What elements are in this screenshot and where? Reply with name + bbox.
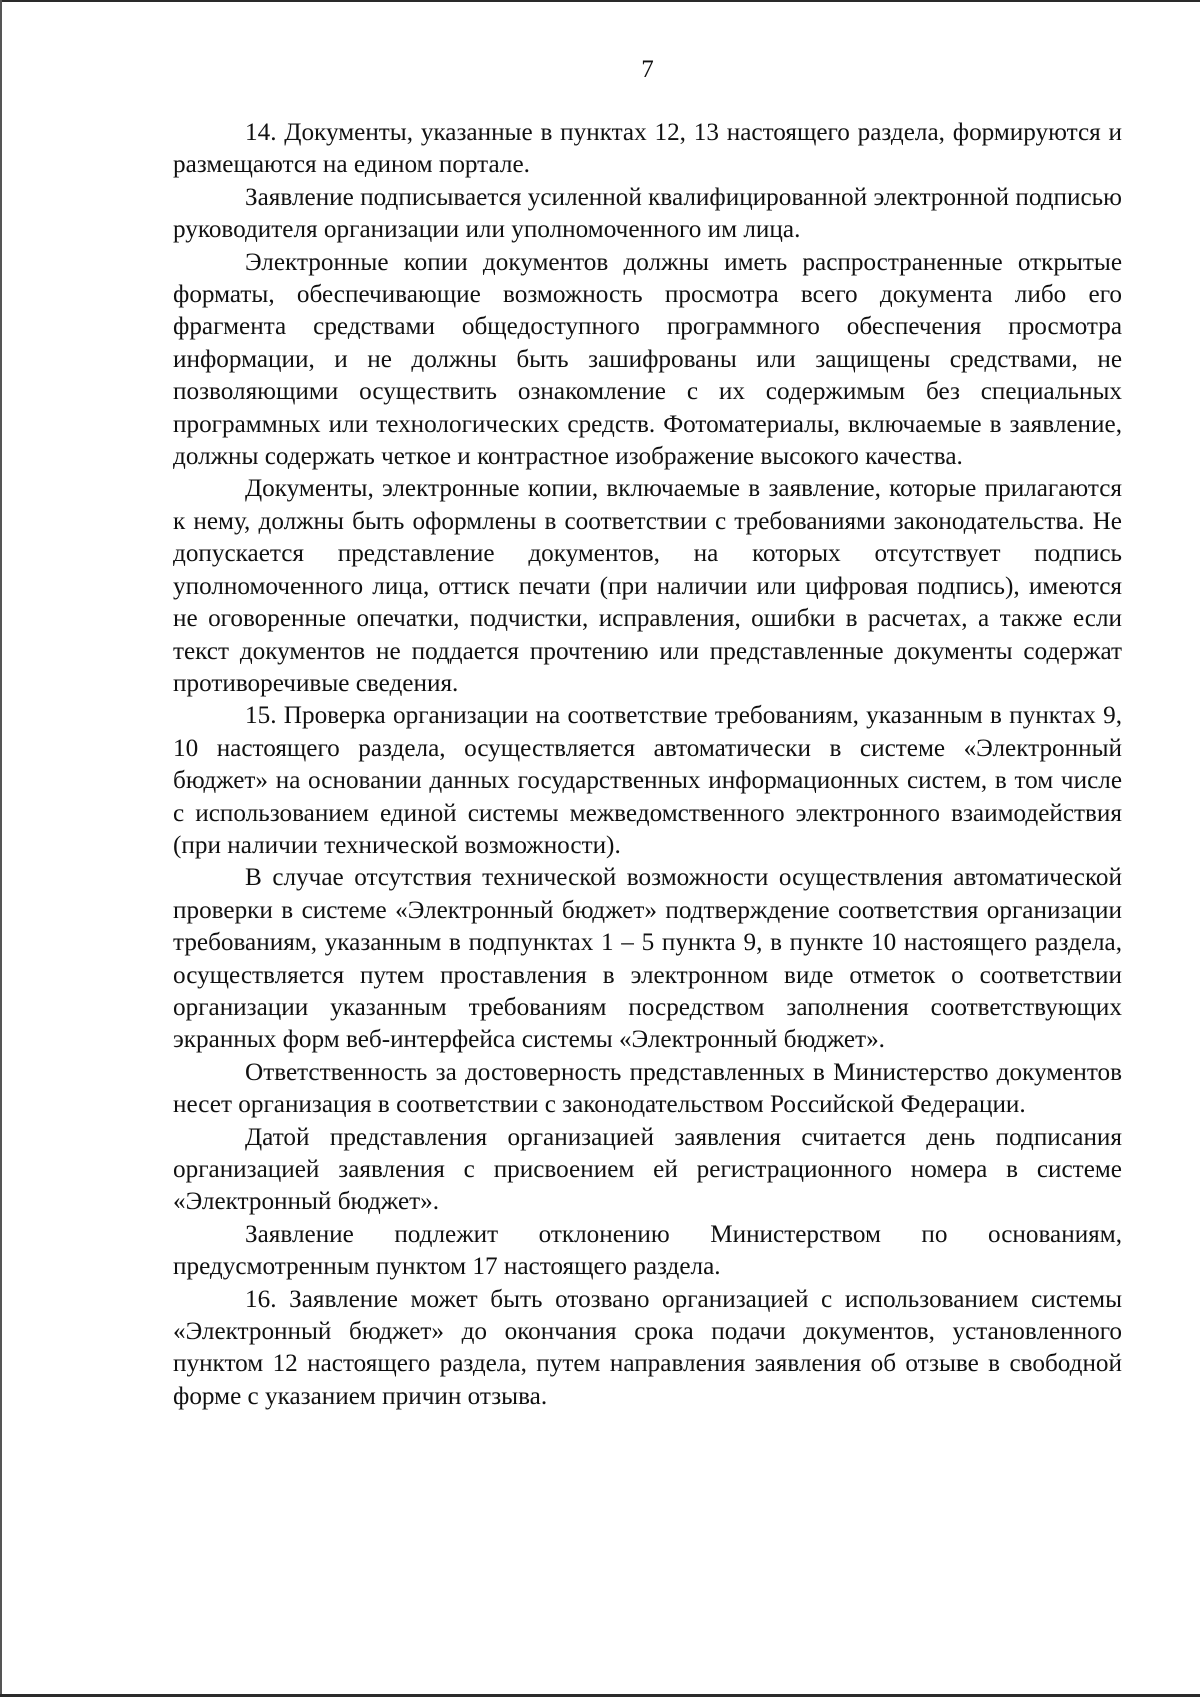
scan-border-top (0, 0, 1200, 2)
paragraph-electronic-copies: Электронные копии документов должны иметь распространенные открытые форматы, обеспечивающие возможность просмотра всего документа либо его фрагмента средствами общедоступного программного обеспечения просмотра информации, и не должны быть зашифрованы или защищены средствами, не позволяющими осуществить ознакомление с их содержимым без специальных программных или технологических средств. Фотоматериалы, включаемые в заявление, должны содержать четкое и контрастное изображение высокого качества. (173, 248, 1122, 471)
paragraph-manual-check: В случае отсутствия технической возможности осуществления автоматической проверки в системе «Электронный бюджет» подтверждение соответствия организации требованиям, указанным в подпунктах 1 – 5 пункта 9, в пункте 10 настоящего раздела, осуществляется путем проставления в электронном виде отметок о соответствии организации указанным требованиям посредством заполнения соответствующих экранных форм веб-интерфейса системы «Электронный бюджет». (173, 864, 1122, 1054)
paragraph-signature: Заявление подписывается усиленной квалифицированной электронной подписью руководителя организации или уполномоченного им лица. (173, 183, 1122, 244)
paragraph-rejection: Заявление подлежит отклонению Министерством по основаниям, предусмотренным пунктом 17 настоящего раздела. (173, 1220, 1122, 1281)
paragraph-submission-date: Датой представления организацией заявления считается день подписания организацией заявления с присвоением ей регистрационного номера в системе «Электронный бюджет». (173, 1123, 1122, 1216)
paragraph-14: 14. Документы, указанные в пунктах 12, 13 настоящего раздела, формируются и размещаются на едином портале. (173, 119, 1122, 179)
page-number: 7 (641, 56, 654, 83)
paragraph-document-requirements: Документы, электронные копии, включаемые в заявление, которые прилагаются к нему, должны быть оформлены в соответствии с требованиями законодательства. Не допускается представление документов, на которых отсутствует подпись уполномоченного лица, оттиск печати (при наличии или цифровая подпись), имеются не оговоренные опечатки, подчистки, исправления, ошибки в расчетах, а также если текст документов не поддается прочтению или представленные документы содержат противоречивые сведения. (173, 475, 1122, 697)
document-body (173, 117, 1122, 1413)
paragraph-16: 16. Заявление может быть отозвано организацией с использованием системы «Электронный бюджет» до окончания срока подачи документов, установленного пунктом 12 настоящего раздела, путем направления заявления об отзыве в свободной форме с указанием причин отзыва. (173, 1285, 1122, 1410)
paragraph-15: 15. Проверка организации на соответствие требованиям, указанным в пунктах 9, 10 настоящего раздела, осуществляется автоматически в системе «Электронный бюджет» на основании данных государственных информационных систем, в том числе с использованием единой системы межведомственного электронного взаимодействия (при наличии технической возможности). (173, 702, 1122, 859)
scan-border-left (0, 0, 2, 1697)
paragraph-responsibility: Ответственность за достоверность представленных в Министерство документов несет организация в соответствии с законодательством Российской Федерации. (173, 1058, 1122, 1119)
